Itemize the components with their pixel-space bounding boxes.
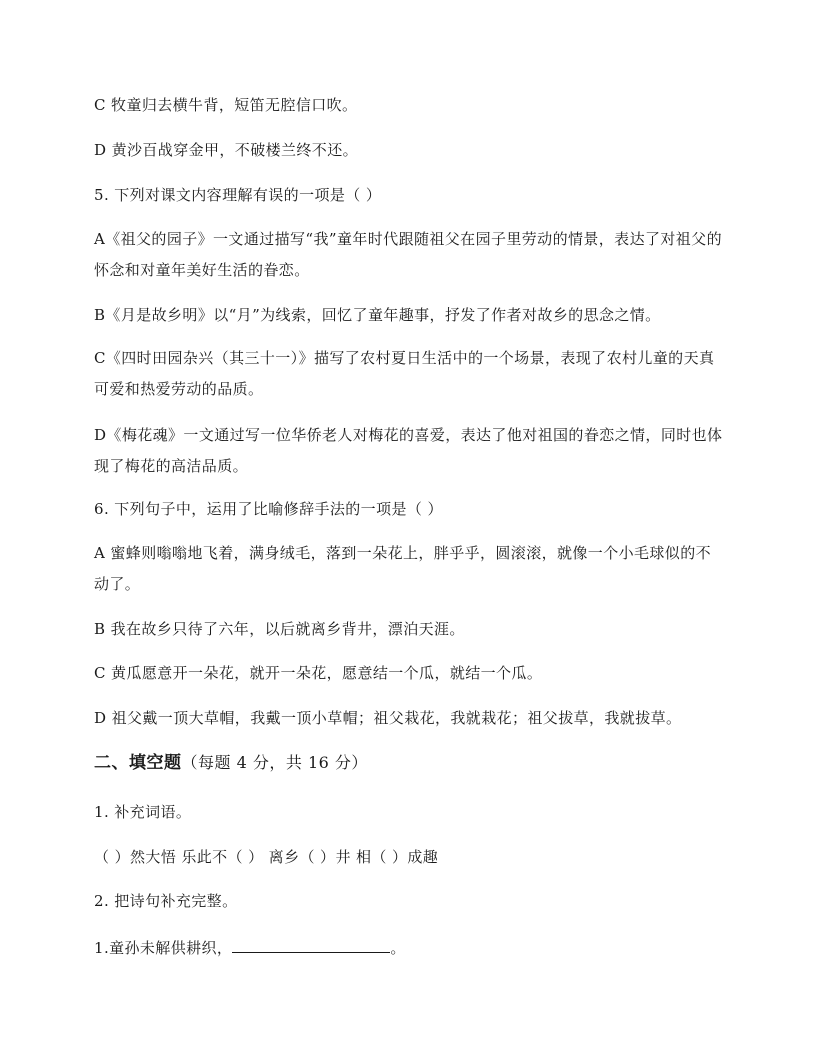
fill2-line1	[94, 936, 406, 959]
q5-option-a: A《祖父的园子》一文通过描写“我”童年时代跟随祖父在园子里劳动的情景，表达了对祖父的怀念和对童年美好生活的眷恋。	[94, 230, 722, 279]
section-2-heading	[94, 751, 368, 775]
q6-option-d: D 祖父戴一顶大草帽，我戴一顶小草帽；祖父栽花，我就栽花；祖父拔草，我就拔草。	[94, 709, 682, 727]
fill2-line1-prefix: 1.童孙未解供耕织，	[94, 939, 233, 957]
q6-stem: 6. 下列句子中，运用了比喻修辞手法的一项是（ ）	[94, 500, 443, 518]
q5-option-d: D《梅花魂》一文通过写一位华侨老人对梅花的喜爱，表达了他对祖国的眷恋之情，同时也体现了梅花的高洁品质。	[94, 426, 723, 475]
q4-option-c: C 牧童归去横牛背，短笛无腔信口吹。	[94, 96, 358, 114]
section-2-score-note: （每题 4 分，共 16 分）	[181, 753, 368, 772]
q6-option-c: C 黄瓜愿意开一朵花，就开一朵花，愿意结一个瓜，就结一个瓜。	[94, 664, 543, 682]
fill2-line1-suffix: 。	[390, 939, 406, 957]
q5-option-c: C《四时田园杂兴（其三十一）》描写了农村夏日生活中的一个场景，表现了农村儿童的天真可爱和热爱劳动的品质。	[94, 349, 715, 398]
q6-option-b: B 我在故乡只待了六年，以后就离乡背井，漂泊天涯。	[94, 620, 465, 638]
answer-blank[interactable]	[232, 936, 390, 953]
fill1-stem: 1. 补充词语。	[94, 803, 192, 821]
q6-option-a: A 蜜蜂则嗡嗡地飞着，满身绒毛，落到一朵花上，胖乎乎，圆滚滚，就像一个小毛球似的不动了。	[94, 544, 712, 593]
q4-option-d: D 黄沙百战穿金甲，不破楼兰终不还。	[94, 141, 358, 159]
q5-option-b: B《月是故乡明》以“月”为线索，回忆了童年趣事，抒发了作者对故乡的思念之情。	[94, 306, 661, 324]
section-2-title: 二、填空题	[94, 753, 182, 773]
fill1-content: （ ）然大悟 乐此不（ ） 离乡（ ）井 相（ ）成趣	[94, 848, 439, 866]
q5-stem: 5. 下列对课文内容理解有误的一项是（ ）	[94, 186, 382, 204]
fill2-stem: 2. 把诗句补充完整。	[94, 892, 238, 910]
